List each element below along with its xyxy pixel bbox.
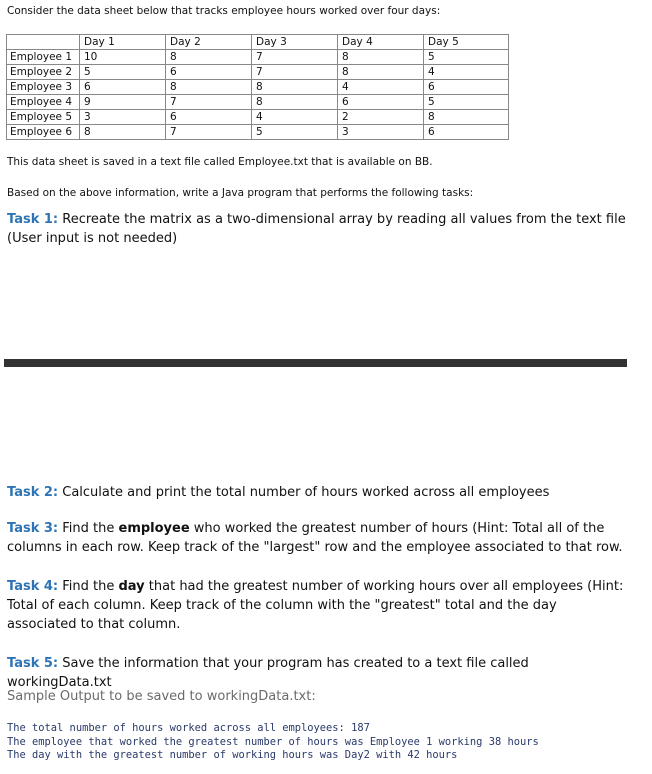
table-row [7,125,509,140]
table-cell: 5 [80,65,166,80]
task-3 [7,519,627,557]
table-cell: 7 [166,125,252,140]
sample-line: The total number of hours worked across all employees: 187 [7,722,370,734]
task-label: Task 4: [7,579,59,594]
task-label: Task 1: [7,212,59,227]
header-cell: Day 5 [424,35,509,50]
table-cell: 4 [338,80,424,95]
row-label: Employee 1 [7,50,80,65]
table-cell: 6 [166,110,252,125]
table-cell: 7 [252,65,338,80]
table-cell: 7 [252,50,338,65]
based-note: Based on the above information, write a Java program that performs the following tasks: [7,187,474,199]
table-row [7,110,509,125]
header-cell: Day 3 [252,35,338,50]
table-cell: 8 [252,95,338,110]
table-header-row [7,35,509,50]
task-label: Task 2: [7,485,59,500]
divider-bar [4,359,627,367]
table-cell: 10 [80,50,166,65]
sample-output [7,722,539,763]
table-row [7,50,509,65]
task-4 [7,577,627,634]
task-text: Save the information that your program has created to a text file called workingData.txt [7,656,529,690]
saved-note: This data sheet is saved in a text file called Employee.txt that is available on BB. [7,156,433,168]
table-cell: 8 [80,125,166,140]
header-cell: Day 1 [80,35,166,50]
task-text: who worked the greatest number of hours (Hint: Total all of the columns in each row. Keep track of the "largest" row and the employee associated to that row. [7,521,623,555]
table-cell: 5 [252,125,338,140]
task-text: Recreate the matrix as a two-dimensional array by reading all values from the text file (User input is not needed) [7,212,626,246]
table-cell: 8 [338,50,424,65]
table-row [7,80,509,95]
table-cell: 8 [166,80,252,95]
task-2 [7,483,627,502]
header-cell: Day 2 [166,35,252,50]
table-cell: 8 [252,80,338,95]
row-label: Employee 2 [7,65,80,80]
sample-line: The employee that worked the greatest number of hours was Employee 1 working 38 hours [7,735,539,748]
task-text: Find the [58,579,119,594]
table-cell: 6 [80,80,166,95]
table-cell: 4 [424,65,509,80]
table-row [7,65,509,80]
task-1 [7,210,627,248]
task-text: that had the greatest number of working hours over all employees (Hint: Total of each column. Keep track of the column with the "greatest" total and the day associated to that column. [7,579,624,632]
employee-hours-table [6,34,509,140]
header-cell: Day 4 [338,35,424,50]
table-cell: 8 [166,50,252,65]
table-cell: 8 [424,110,509,125]
table-row [7,95,509,110]
table-cell: 2 [338,110,424,125]
table-cell: 4 [252,110,338,125]
row-label: Employee 4 [7,95,80,110]
table-cell: 5 [424,50,509,65]
table-cell: 6 [424,80,509,95]
table-cell: 3 [338,125,424,140]
sample-output-title: Sample Output to be saved to workingData.txt: [7,689,316,704]
row-label: Employee 3 [7,80,80,95]
table-cell: 9 [80,95,166,110]
task-emphasis: day [118,579,145,594]
task-label: Task 3: [7,521,59,536]
row-label: Employee 6 [7,125,80,140]
row-label: Employee 5 [7,110,80,125]
intro-text: Consider the data sheet below that tracks employee hours worked over four days: [7,5,441,17]
table-cell: 6 [166,65,252,80]
header-cell [7,35,80,50]
sample-line: The day with the greatest number of working hours was Day2 with 42 hours [7,749,458,761]
table-cell: 7 [166,95,252,110]
table-cell: 8 [338,65,424,80]
task-5 [7,654,627,692]
task-label: Task 5: [7,656,59,671]
table-cell: 3 [80,110,166,125]
task-emphasis: employee [118,521,190,536]
task-text: Calculate and print the total number of hours worked across all employees [58,485,550,500]
task-text: Find the [58,521,119,536]
table-cell: 5 [424,95,509,110]
table-cell: 6 [338,95,424,110]
table-cell: 6 [424,125,509,140]
